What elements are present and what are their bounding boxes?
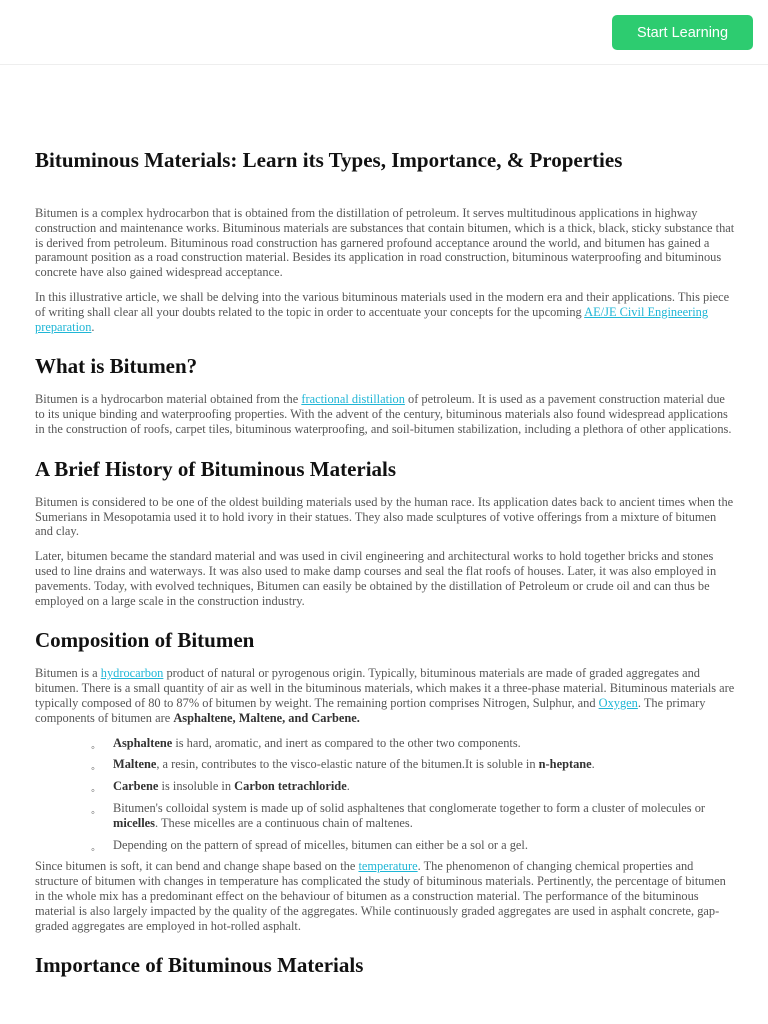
list-item-end: . [591,757,595,772]
list-item-text: , a resin, contributes to the visco-elastic nature of the bitumen.It is soluble in [156,757,539,772]
what-text-2: of petroleum. It is used as a pavement construction material due to its unique binding and waterproofing properties. With the advent of the century, bituminous materials also found widespread applications in the construction of roofs, carpet tiles, bituminous waterproofing, and soil-bitumen stabilization, including a plethora of other applications. [35,392,732,436]
comp-text-1: Bitumen is a [35,666,101,681]
heading-what-is-bitumen: What is Bitumen? [35,354,198,379]
components-list [35,736,735,853]
asphaltene-term: Asphaltene [113,735,173,750]
intro-paragraph-2 [35,290,735,334]
comp-components-bold: Asphaltene, Maltene, and Carbene. [173,710,360,725]
what-text-1: Bitumen is a hydrocarbon material obtained from the [35,392,302,407]
temperature-link[interactable]: temperature [358,859,418,874]
list-item [113,838,735,853]
heading-importance: Importance of Bituminous Materials [35,953,364,978]
oxygen-link[interactable]: Oxygen [598,695,638,710]
fractional-distillation-link[interactable]: fractional distillation [301,392,405,407]
micelles-term: micelles [113,815,155,830]
list-item [113,801,735,831]
civil-engineering-preparation-link[interactable]: AE/JE Civil Engineering preparation [35,304,709,334]
list-item-text: is insoluble in [158,779,235,794]
n-heptane-term: n-heptane [538,757,592,772]
history-paragraph-1: Bitumen is considered to be one of the oldest building materials used by the human race. Its application dates back to ancient times when the Sumerians in Mesopotamia used it to hold ivory in their statues. They also made sculptures of votive offerings from a mixture of bitumen and clay. [35,494,734,539]
list-item [113,757,735,772]
heading-history: A Brief History of Bituminous Materials [35,456,397,481]
list-item-text: is hard, aromatic, and inert as compared to the other two components. [172,735,521,750]
soft-text-1: Since bitumen is soft, it can bend and change shape based on the [35,859,359,874]
maltene-term: Maltene [113,757,157,772]
list-item [113,779,735,794]
list-item-end: . [346,779,350,794]
soft-text-2: . The phenomenon of changing chemical properties and structure of bitumen with changes in temperature has complicated the study of bituminous materials. Pertinently, the percentage of bitumen in the whole mix has a predominant effect on the behaviour of bitumen as a construction material. The performance of the bituminous material is also largely impacted by the quality of the aggregates. While continuously graded aggregates are used in asphalt concrete, gap-graded aggregates are employed in hot-rolled asphalt. [35,859,726,933]
intro-paragraph-2-text: In this illustrative article, we shall be delving into the various bituminous materials used in the modern era and their applications. This piece of writing shall clear all your doubts related to the topic in order to accentuate your concepts for the upcoming [35,289,730,319]
list-item-text: Depending on the pattern of spread of micelles, bitumen can either be a sol or a gel. [113,837,528,852]
list-item-text: Bitumen's colloidal system is made up of solid asphaltenes that conglomerate together to form a cluster of molecules or [113,800,706,815]
hydrocarbon-link[interactable]: hydrocarbon [100,666,164,681]
intro-paragraph-2-end: . [91,319,95,334]
composition-paragraph [35,666,735,725]
intro-paragraph-1: Bitumen is a complex hydrocarbon that is obtained from the distillation of petroleum. It serves multitudinous applications in highway construction and maintenance works. Bituminous materials are substances that contain bitumen, which is a thick, black, sticky substance that is derived from petroleum. Bituminous road construction has garnered profound acceptance around the world, and bitumen has gained a paramount position as a road construction material. Besides its application in road construction, bituminous waterproofing and bituminous concrete have also gained widespread acceptance. [35,206,735,280]
heading-composition: Composition of Bitumen [35,628,255,653]
page-title: Bituminous Materials: Learn its Types, Importance, & Properties [35,148,623,172]
list-item-end: . These micelles are a continuous chain of maltenes. [154,815,413,830]
comp-text-2: product of natural or pyrogenous origin. Typically, bituminous materials are made of graded aggregates and bitumen. There is a small quantity of air as well in the bituminous materials, which makes it a three-phase material. Bituminous materials are typically composed of 80 to 87% of bitumen by weight. The remaining portion comprises Nitrogen, Sulphur, and [35,666,735,710]
comp-text-3: . The primary components of bitumen are [35,695,706,725]
carbon-tetrachloride-term: Carbon tetrachloride [234,779,347,794]
what-is-bitumen-paragraph [35,392,735,436]
article [35,144,735,991]
list-item [113,736,735,751]
temperature-paragraph [35,859,735,933]
top-bar [0,0,768,65]
start-learning-button[interactable]: Start Learning [612,15,753,50]
history-paragraph-2: Later, bitumen became the standard material and was used in civil engineering and architectural works to hold together bricks and stones used to line drains and waterways. It was also used to make damp courses and seal the flat roofs of houses. Later, it was also employed in pavements. Today, with evolved techniques, Bitumen can easily be obtained by the distillation of Petroleum or crude oil and can thus be employed on a large scale in the construction industry. [35,549,717,608]
carbene-term: Carbene [113,779,159,794]
